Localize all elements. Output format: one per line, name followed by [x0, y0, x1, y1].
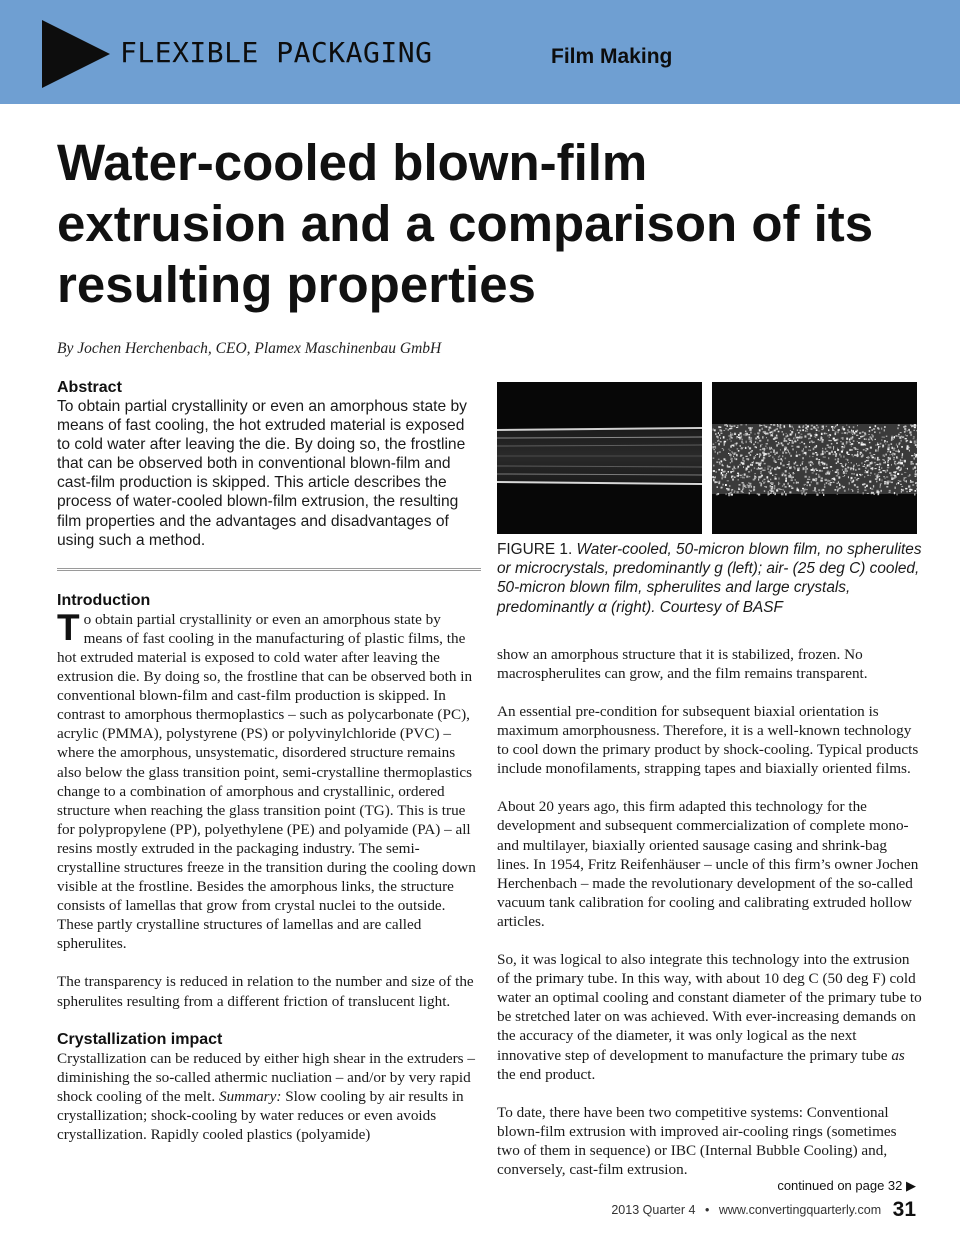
primary-tube-italic: as — [891, 1046, 905, 1064]
air-cooled-film-image — [712, 382, 917, 534]
abstract-heading: Abstract — [57, 379, 122, 396]
crystallization-text-b: Slow cooling by air results in crystallization; shock-cooling by water reduces or even avoids crystallization. Rapidly cooled plastics (polyamide) — [57, 1087, 464, 1143]
issue-label: 2013 Quarter 4 — [611, 1203, 696, 1217]
primary-tube-text-a: So, it was logical to also integrate this technology into the extrusion of the primary tube. In this way, with about 10 deg C (50 deg F) cold water an optimal cooling and constant diameter of the primary tube to be stretched later on was achieved. With ever-increasing demands on the accuracy of the diameter, it was only logical as the next innovative step of development to manufacture the primary tube — [497, 951, 922, 1064]
continued-link[interactable]: continued on page 32 ▶ — [777, 1178, 916, 1193]
introduction-paragraph — [57, 606, 481, 954]
figure-photos — [497, 382, 922, 534]
crystallization-heading: Crystallization impact — [57, 1030, 223, 1048]
play-arrow-icon — [42, 20, 110, 88]
footer-separator: • — [704, 1203, 710, 1217]
figure-caption-text: Water-cooled, 50-micron blown film, no spherulites or microcrystals, predominantly g (left); air- (25 deg C) cooled, 50-micron blown film, spherulites and large crystals, predominantly α (right). Courtesy of BASF — [497, 541, 922, 616]
website-url[interactable]: www.convertingquarterly.com — [718, 1203, 882, 1217]
primary-tube-text-b: the end product. — [497, 1065, 596, 1083]
air-cooled-film-photo — [712, 382, 917, 534]
article-byline: By Jochen Herchenbach, CEO, Plamex Maschinenbau GmbH — [57, 340, 442, 357]
page-number: 31 — [892, 1198, 916, 1221]
figure-label: FIGURE 1. — [497, 541, 573, 558]
section-divider — [57, 568, 481, 571]
header-banner — [0, 0, 960, 104]
crystallization-text-a: Crystallization can be reduced by either high shear in the extruders – diminishing the so-called athermic nucliation – and/or by very rapid shock cooling of the melt. — [57, 1049, 475, 1105]
figure-caption — [497, 540, 922, 617]
biaxial-paragraph: An essential pre-condition for subsequent biaxial orientation is maximum amorphousness. Therefore, it is a well-known technology to cool down the primary product by shock-cooling. Typical products include monofilaments, strapping tapes and biaxially oriented films. — [497, 703, 919, 778]
right-column — [497, 382, 922, 1179]
page-footer — [611, 1198, 916, 1222]
competitive-systems-paragraph: To date, there have been two competitive systems: Conventional blown-film extrusion with improved air-cooling rings (sometimes two of them in sequence) or IBC (Internal Bubble Cooling) and, conversely, cast-film extrusion. — [497, 1103, 897, 1178]
primary-tube-paragraph — [497, 950, 922, 1084]
summary-label: Summary: — [218, 1087, 282, 1105]
amorphous-paragraph: show an amorphous structure that it is stabilized, frozen. No macrospherulites can grow, and the film remains transparent. — [497, 645, 868, 682]
section-subtitle: Film Making — [551, 45, 673, 68]
crystallization-paragraph — [57, 1049, 481, 1144]
section-brand: FLEXIBLE PACKAGING — [120, 36, 433, 69]
abstract-text: To obtain partial crystallinity or even an amorphous state by means of fast cooling, the hot extruded material is exposed to cold water after leaving the die. By doing so, the frostline that can be observed both in conventional blown-film and cast-film production is skipped. This article describes the process of water-cooled blown-film extrusion, the resulting film properties and the advantages and disadvantages of using such a method. — [57, 398, 467, 549]
transparency-paragraph: The transparency is reduced in relation to the number and size of the spherulites resulting from a different friction of translucent light. — [57, 973, 474, 1010]
introduction-paragraph-text: o obtain partial crystallinity or even an amorphous state by means of fast cooling in the manufacturing of plastic films, the hot extruded material is exposed to cold water after leaving the extrusion die. By doing so, the frostline that can be observed both in conventional blown-film and cast-film production is skipped. In contrast to amorphous thermoplastics – such as polycarbonate (PC), acrylic (PMMA), polystyrene (PS) or polyvinylchloride (PVC) – where the amorphous, unsystematic, disordered structure remains also below the glass transition point, semi-crystalline thermoplastics change to a combination of amorphous and crystallinic, ordered structure when reaching the glass transition point (TG). This is true for polypropylene (PP), polyethylene (PE) and polyamide (PA) – all resins mostly extruded in the packaging industry. The semi-crystalline structures freeze in the transition during the cooling down visible at the frostline. Besides the amorphous links, the structure consists of lamellas that grow from crystal nuclei to the outside. These partly crystalline structures of lamellas and are called spherulites. — [57, 610, 476, 953]
history-paragraph: About 20 years ago, this firm adapted this technology for the development and subsequent commercialization of complete mono- and multilayer, biaxially oriented sausage casing and shrink-bag lines. In 1954, Fritz Reifenhäuser – uncle of this firm’s owner Jochen Herchenbach – made the revolutionary development of the so-called vacuum tank calibration for cooling and calibrating extruded hollow articles. — [497, 798, 919, 930]
drop-cap: T — [57, 606, 80, 648]
left-column — [57, 378, 481, 1144]
article-title: Water-cooled blown-film extrusion and a comparison of its resulting properties — [57, 134, 874, 313]
introduction-heading: Introduction — [57, 591, 151, 609]
water-cooled-film-photo — [497, 382, 702, 534]
water-cooled-film-image — [497, 382, 702, 534]
